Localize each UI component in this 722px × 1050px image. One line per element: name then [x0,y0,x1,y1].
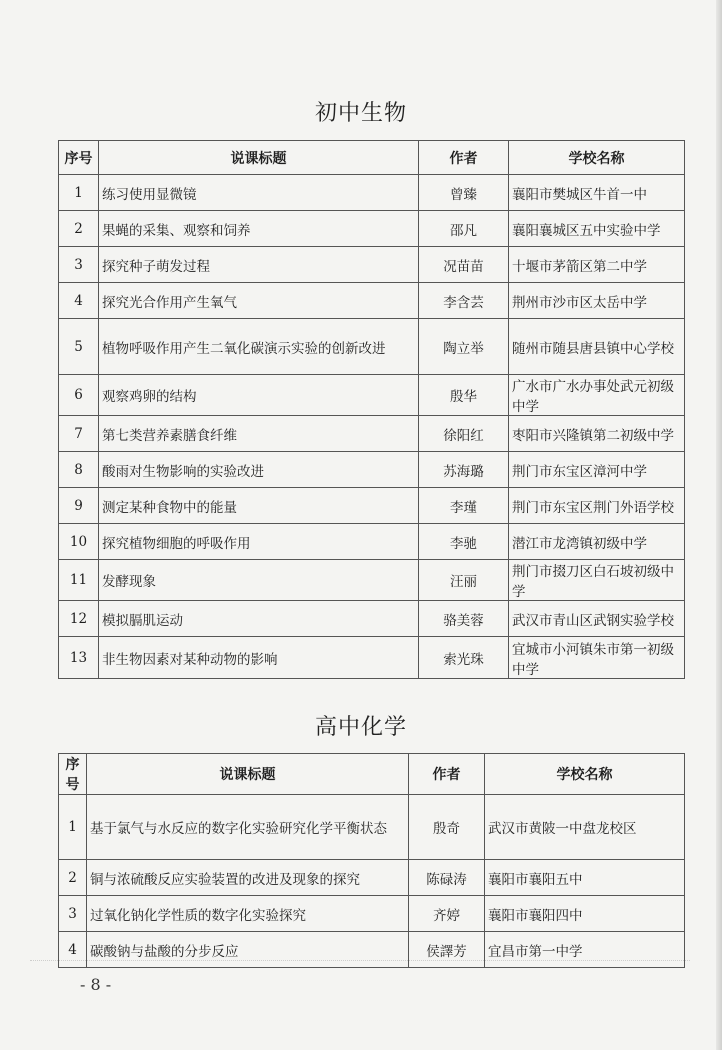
row-school: 宜城市小河镇朱市第一初级中学 [509,637,685,679]
row-school: 宜昌市第一中学 [485,932,685,968]
row-author: 殷华 [419,375,509,416]
row-author: 况苗苗 [419,247,509,283]
row-number: 6 [59,375,99,416]
row-number: 11 [59,560,99,601]
row-number: 3 [59,896,87,932]
row-number: 4 [59,932,87,968]
row-school: 武汉市青山区武钢实验学校 [509,601,685,637]
row-number: 4 [59,283,99,319]
chemistry-table [58,753,685,968]
row-title: 练习使用显微镜 [99,175,419,211]
row-title: 酸雨对生物影响的实验改进 [99,452,419,488]
row-author: 曾臻 [419,175,509,211]
table-row [59,175,685,211]
table-header-row [59,754,685,795]
row-number: 1 [59,175,99,211]
row-number: 2 [59,211,99,247]
row-school: 荆门市东宝区荆门外语学校 [509,488,685,524]
row-title: 过氧化钠化学性质的数字化实验探究 [87,896,409,932]
row-title: 碳酸钠与盐酸的分步反应 [87,932,409,968]
row-title: 非生物因素对某种动物的影响 [99,637,419,679]
row-title: 测定某种食物中的能量 [99,488,419,524]
header-title: 说课标题 [99,141,419,175]
row-author: 徐阳红 [419,416,509,452]
table-row [59,375,685,416]
row-number: 1 [59,795,87,860]
header-no: 序号 [59,754,87,795]
row-school: 武汉市黄陂一中盘龙校区 [485,795,685,860]
row-author: 侯譯芳 [409,932,485,968]
table-row [59,211,685,247]
section-title-biology: 初中生物 [314,101,407,126]
header-school: 学校名称 [509,141,685,175]
row-school: 襄阳襄城区五中实验中学 [509,211,685,247]
section-title-chemistry: 高中化学 [314,715,407,740]
row-number: 9 [59,488,99,524]
row-number: 3 [59,247,99,283]
page-edge [716,0,722,1050]
table-row [59,416,685,452]
row-title: 模拟膈肌运动 [99,601,419,637]
row-author: 邵凡 [419,211,509,247]
row-school: 十堰市茅箭区第二中学 [509,247,685,283]
row-author: 汪丽 [419,560,509,601]
header-title: 说课标题 [87,754,409,795]
header-author: 作者 [409,754,485,795]
row-number: 10 [59,524,99,560]
row-number: 5 [59,319,99,375]
row-school: 荆门市掇刀区白石坡初级中学 [509,560,685,601]
row-title: 发酵现象 [99,560,419,601]
table-row [59,896,685,932]
row-school: 襄阳市襄阳五中 [485,860,685,896]
table-row [59,319,685,375]
row-author: 李驰 [419,524,509,560]
row-number: 13 [59,637,99,679]
row-title: 探究种子萌发过程 [99,247,419,283]
table-row [59,795,685,860]
row-title: 植物呼吸作用产生二氧化碳演示实验的创新改进 [99,319,419,375]
table-row [59,283,685,319]
table-row [59,488,685,524]
row-author: 殷奇 [409,795,485,860]
row-number: 2 [59,860,87,896]
table-row [59,452,685,488]
header-no: 序号 [59,141,99,175]
row-author: 齐婷 [409,896,485,932]
table-header-row [59,141,685,175]
row-school: 广水市广水办事处武元初级中学 [509,375,685,416]
table-row [59,637,685,679]
row-number: 8 [59,452,99,488]
row-author: 李瑾 [419,488,509,524]
row-author: 陈碌涛 [409,860,485,896]
page-number: - 8 - [80,975,112,994]
row-school: 荆门市东宝区漳河中学 [509,452,685,488]
row-author: 陶立举 [419,319,509,375]
row-title: 探究植物细胞的呼吸作用 [99,524,419,560]
row-school: 枣阳市兴隆镇第二初级中学 [509,416,685,452]
row-number: 12 [59,601,99,637]
row-title: 第七类营养素膳食纤维 [99,416,419,452]
row-author: 李含芸 [419,283,509,319]
row-number: 7 [59,416,99,452]
table-row [59,601,685,637]
scan-noise [30,960,690,967]
row-author: 苏海璐 [419,452,509,488]
table-row [59,247,685,283]
row-title: 基于氯气与水反应的数字化实验研究化学平衡状态 [87,795,409,860]
biology-table [58,140,685,679]
row-school: 荆州市沙市区太岳中学 [509,283,685,319]
table-row [59,560,685,601]
row-title: 铜与浓硫酸反应实验装置的改进及现象的探究 [87,860,409,896]
row-author: 索光珠 [419,637,509,679]
row-school: 随州市随县唐县镇中心学校 [509,319,685,375]
table-row [59,860,685,896]
row-title: 果蝇的采集、观察和饲养 [99,211,419,247]
row-title: 观察鸡卵的结构 [99,375,419,416]
row-author: 骆美蓉 [419,601,509,637]
table-row [59,524,685,560]
row-school: 襄阳市樊城区牛首一中 [509,175,685,211]
row-school: 潜江市龙湾镇初级中学 [509,524,685,560]
header-school: 学校名称 [485,754,685,795]
row-school: 襄阳市襄阳四中 [485,896,685,932]
header-author: 作者 [419,141,509,175]
row-title: 探究光合作用产生氧气 [99,283,419,319]
